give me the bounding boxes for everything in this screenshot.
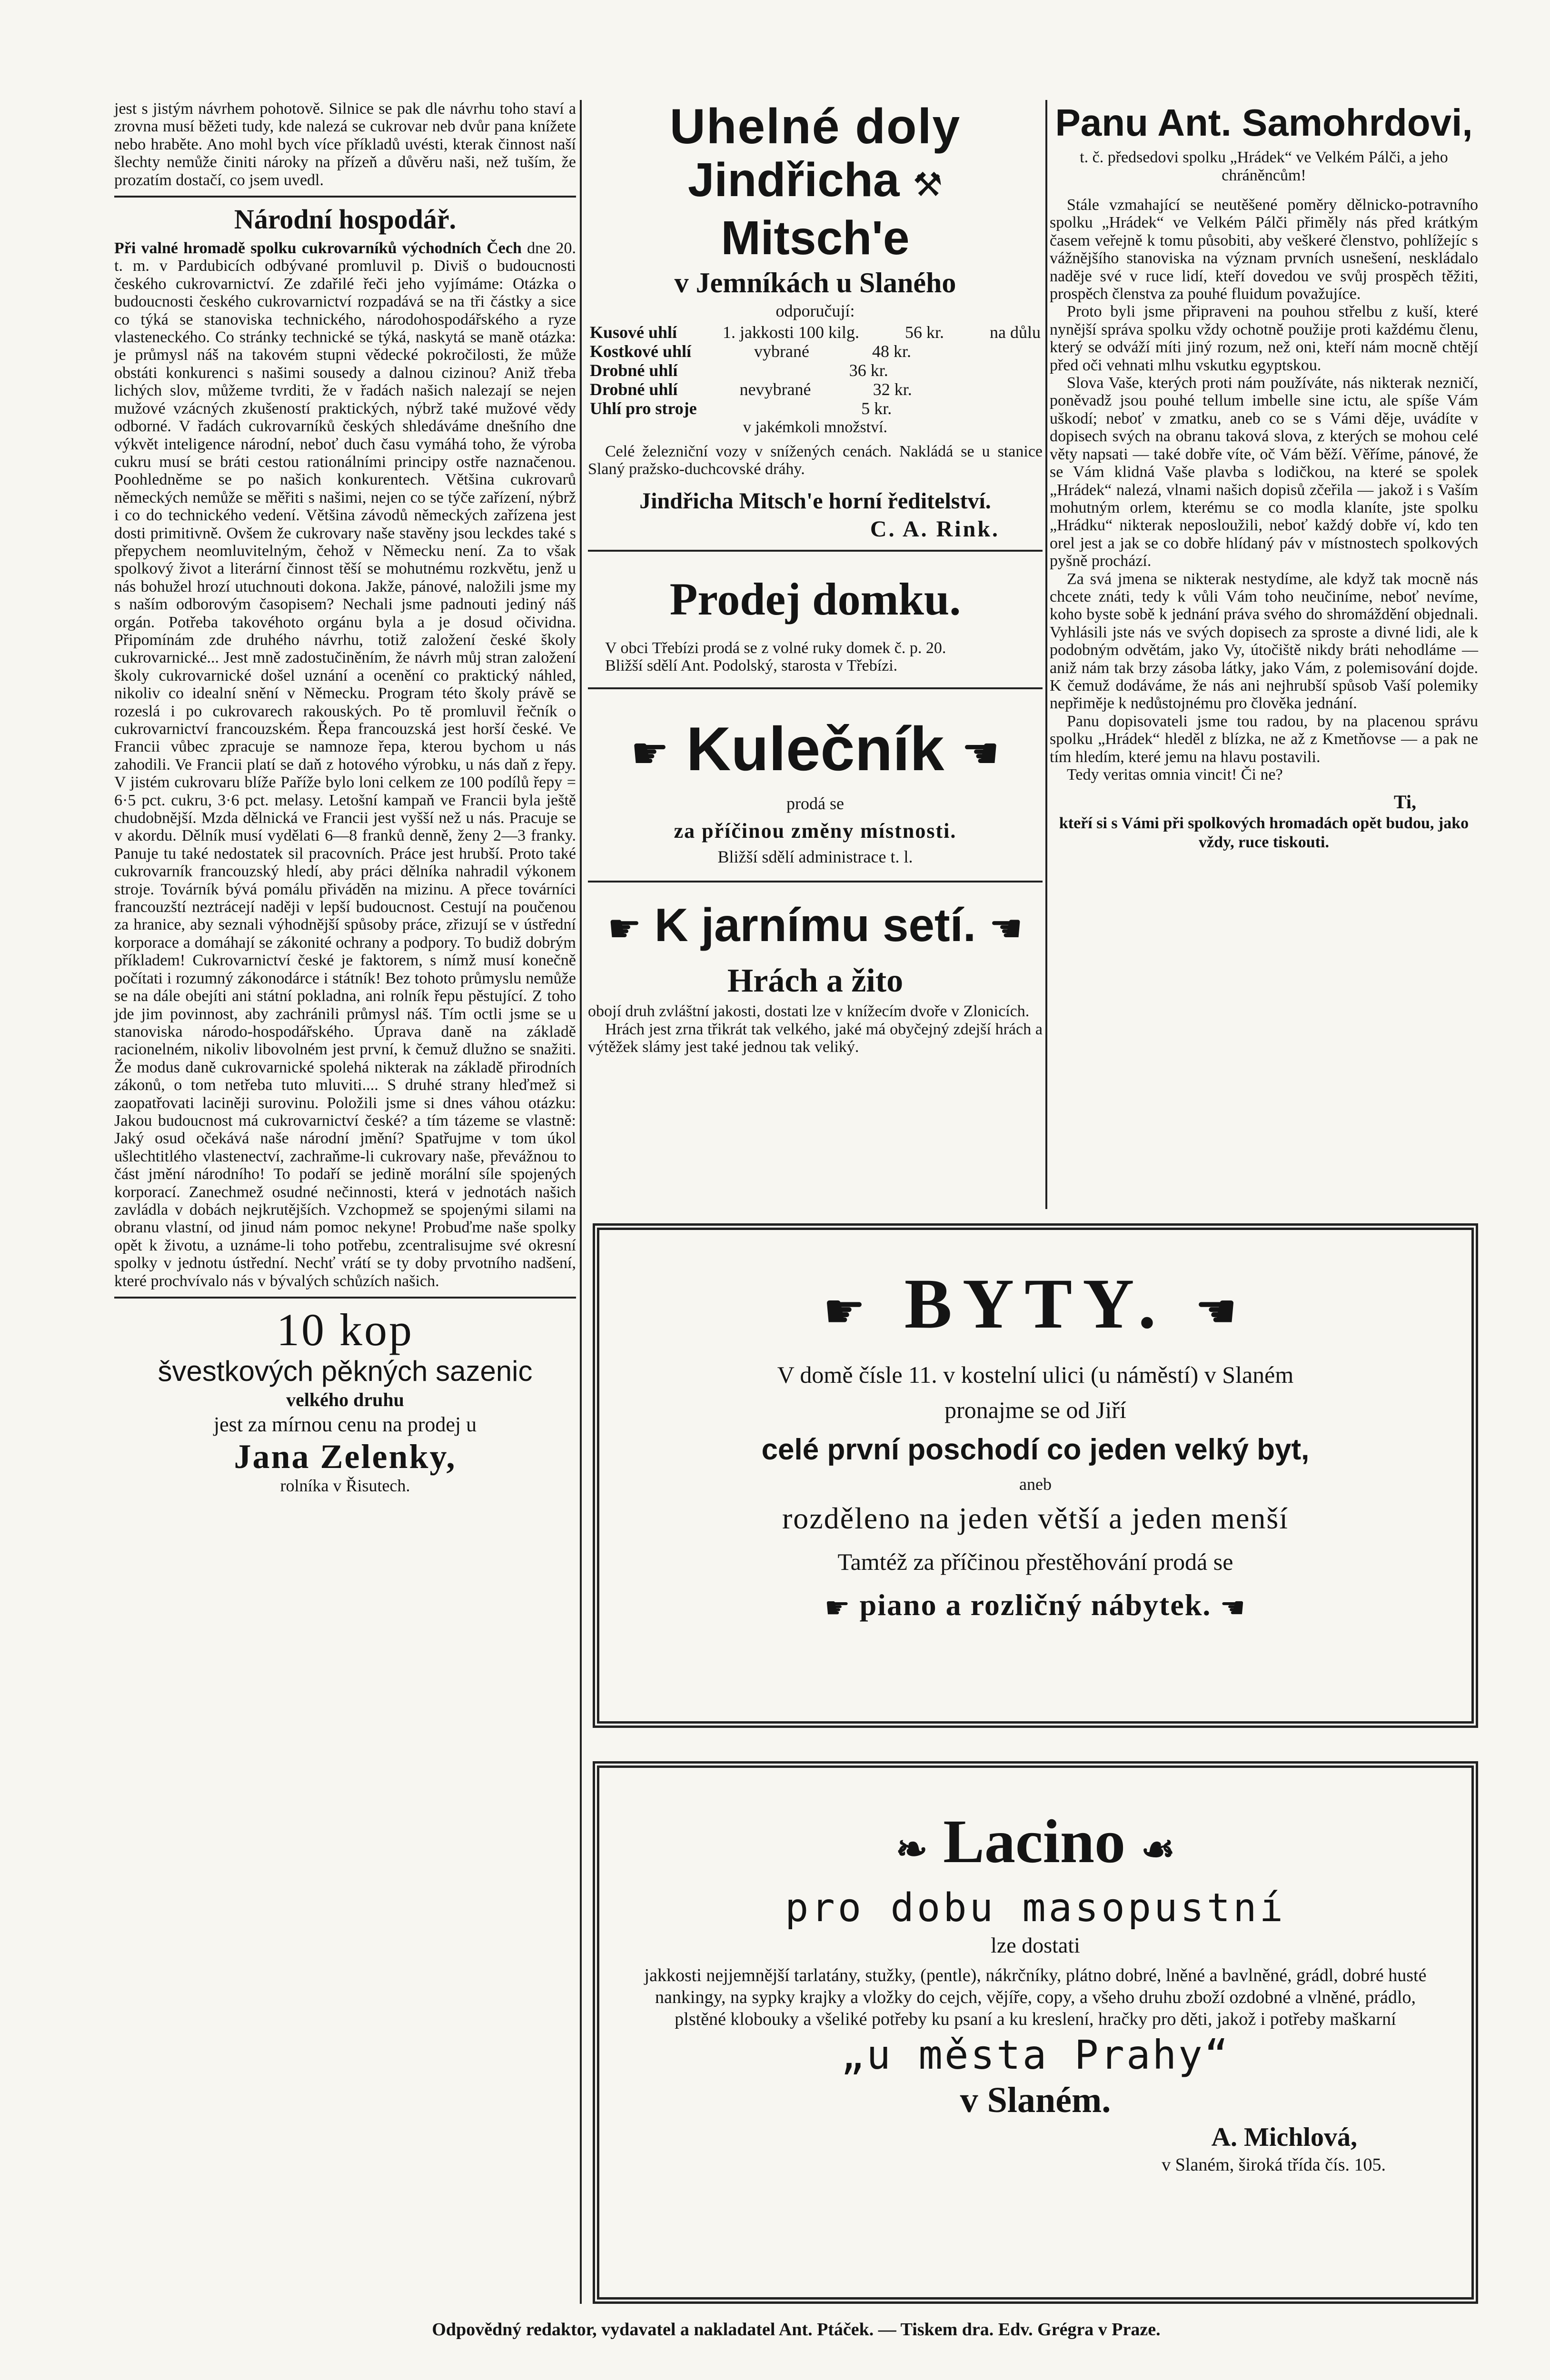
- billiard-line1: prodá se: [786, 794, 844, 813]
- spring-text: obojí druh zvláštní jakosti, dostati lze v knížecím dvoře v Zlonicích.: [588, 1002, 1030, 1021]
- letter-paragraph: Panu dopisovateli jsme tou radou, by na placenou správu spolku „Hrádek“ hleděl z blízka, ne až z Kmetňovse — a pak ne tím hledím, které jemu na hlavu postavili.: [1050, 712, 1478, 766]
- divider: [588, 550, 1043, 552]
- byty-title: BYTY.: [904, 1264, 1167, 1343]
- ad-druhu: velkého druhu: [286, 1389, 404, 1410]
- price-row: [590, 323, 1041, 342]
- billiard-line3: Bližší sdělí administrace t. l.: [717, 847, 913, 867]
- section-title: Národní hospodář.: [234, 204, 457, 235]
- price-value: 48 kr.: [872, 342, 911, 361]
- price-list: [590, 323, 1041, 418]
- letter-paragraph: Proto byli jsme připraveni na pouhou střelbu z kuší, které nynější správa spolku vždy ochotně použije proti každému členu, který se odváží míti jiný rozum, než oni, kteří nám mocně chtějí před oči vehnati mlhu vskutku egyptskou.: [1050, 303, 1478, 374]
- pointing-hand-right-icon: ☛: [630, 728, 669, 779]
- price-name: Kusové uhlí: [590, 323, 677, 342]
- hammers-icon: ⚒: [913, 166, 943, 203]
- column-2: [588, 100, 1043, 1056]
- price-desc: 1. jakkosti 100 kilg.: [723, 323, 860, 342]
- price-value: 36 kr.: [849, 361, 888, 380]
- column-3: [1050, 100, 1478, 852]
- pointing-hand-right-icon: ☛: [607, 906, 642, 951]
- byty-line7: piano a rozličný nábytek.: [859, 1587, 1212, 1622]
- letter-title: Panu Ant. Samohrdovi,: [1055, 101, 1473, 144]
- mine-title: Uhelné doly: [669, 99, 961, 154]
- price-desc: vybrané: [754, 342, 809, 361]
- letter-body: [1050, 196, 1478, 783]
- lacino-line2: lze dostati: [991, 1933, 1080, 1957]
- spring-text-2: Hrách jest zrna třikrát tak velkého, jaké má obyčejný zdejší hrách a výtěžek slámy jest také jednou tak veliký.: [588, 1020, 1043, 1056]
- mine-owner-first: Jindřicha: [687, 153, 900, 207]
- letter-signoff: Ti,: [1393, 791, 1416, 813]
- lacino-address: v Slaném, široká třída čís. 105.: [1162, 2155, 1386, 2175]
- price-name: Drobné uhlí: [590, 361, 678, 380]
- mine-location: v Jemníkách u Slaného: [674, 267, 956, 298]
- mine-owner: [588, 153, 1043, 265]
- price-desc: nevybrané: [739, 380, 811, 399]
- price-name: Kostkové uhlí: [590, 342, 692, 361]
- price-value: 56 kr.: [905, 323, 944, 342]
- mine-recommend: odporučují:: [775, 301, 855, 320]
- mine-directorate: Jindřicha Mitsch'e horní ředitelství.: [639, 488, 991, 514]
- column-rule-1: [580, 100, 582, 2304]
- letter-subtitle: t. č. předsedovi spolku „Hrádek“ ve Velkém Pálči, a jeho chráněncům!: [1080, 149, 1448, 184]
- byty-line5: rozděleno na jeden větší a jeden menší: [782, 1501, 1289, 1535]
- lacino-ad: [593, 1761, 1478, 2304]
- article-lead: Při valné hromadě spolku cukrovarníků východních Čech: [114, 239, 522, 258]
- ad-cena: jest za mírnou cenu na prodej u: [213, 1413, 477, 1436]
- lacino-owner: A. Michlová,: [1211, 2122, 1357, 2152]
- house-info: Bližší sdělí Ant. Podolský, starosta v Třebízi.: [605, 657, 898, 675]
- byty-line6: Tamtéž za příčinou přestěhování prodá se: [837, 1548, 1233, 1575]
- lacino-title: Lacino: [943, 1807, 1126, 1876]
- ornament-left-icon: ❧: [895, 1829, 928, 1871]
- lacino-town: v Slaném.: [960, 2080, 1111, 2120]
- price-row: [590, 342, 1041, 361]
- letter-paragraph: Slova Vaše, kterých proti nám používáte, nás nikterak nezničí, poněvadž jsou pouhé tellum imbelle sine ictu, ale spíše Vám uškodí; neboť v zmatku, aneb co se s Vámi děje, uvádíte v dopisech svých na obranu taková slova, z kterých se mohou celé věty napsati — také dobře víte, oč Vám běží. Věříme, pánové, že se Vám klidná Vaše plavba s lodičkou, na které se spolek „Hrádek“ nalezá, vlnami našich dopisů zčeřila — jakož i s Vaším mohutným orlem, kterému se co modla klaníte, jste spolku „Hrádku“ nikterak neposloužili, neboť každý dobře ví, kdo ten orel jest a jak se co dobře hlídaný páv v místnostech spolkových pyšně prochází.: [1050, 374, 1478, 570]
- price-row: [590, 361, 1041, 380]
- column-rule-2: [1045, 100, 1047, 1209]
- intro-text: jest s jistým návrhem pohotově. Silnice se pak dle návrhu toho staví a zrovna musí běžeti tudy, kde nalezá se cukrovar neb dvůr pana knížete nebo hraběte. Ano mohl bych více příkladů uvésti, kterak činnost naší šlechty nemůže činiti nároky na přízeň a důvěru naši, než tuším, že prozatím dostačí, co jsem uvedl.: [114, 100, 576, 189]
- ornament-right-icon: ☙: [1141, 1829, 1175, 1871]
- spring-title: K jarnímu setí.: [654, 899, 976, 952]
- pointing-hand-left-icon: ☚: [961, 728, 1000, 779]
- ad-sazenic: švestkových pěkných sazenic: [158, 1355, 533, 1387]
- price-row: [590, 380, 1041, 399]
- house-title: Prodej domku.: [669, 573, 961, 625]
- divider: [114, 196, 576, 198]
- lacino-body: jakkosti nejjemnější tarlatány, stužky, (pentle), nákrčníky, plátno dobré, lněné a bavlněné, grádl, dobré husté nankingy, na sypky krajky a vložky do cejch, vějíře, copy, a všeho druhu zboží ozdobné a vlněné, prádlo, plstěné klobouky a všeliké potřeby ku psaní a ku kreslení, hračky pro děti, jakož i potřeby maškarní: [644, 1965, 1427, 2029]
- byty-line4: aneb: [1019, 1474, 1052, 1494]
- lacino-shop: „u města Prahy“: [840, 2032, 1231, 2078]
- pointing-hand-left-icon: ☚: [989, 906, 1023, 951]
- sapling-ad: [114, 1305, 576, 1496]
- letter-paragraph: Stále vzmahající se neutěšené poměry dělnicko-potravního spolku „Hrádek“ ve Velkém Pálči přiměly nás před krátkým časem veřejně k tomu působiti, aby veškeré členstvo, pohlížejíc s vážnějšího stanoviska na význam prvních usnešení, neskládalo naděje své v ruce lidí, kteří dovedou ve svůj prospěch těžiti, prospěch členstva za pouhé fluidum považujíce.: [1050, 196, 1478, 303]
- spring-subtitle: Hrách a žito: [727, 962, 904, 1000]
- ad-name: Jana Zelenky,: [234, 1438, 457, 1476]
- byty-line3: celé první poschodí co jeden velký byt,: [761, 1433, 1310, 1466]
- mine-signature: C. A. Rink.: [870, 516, 1000, 542]
- lacino-line1: pro dobu masopustní: [785, 1885, 1286, 1931]
- price-name: Uhlí pro stroje: [590, 399, 697, 418]
- byty-line7-wrap: [623, 1582, 1448, 1631]
- lacino-heading: [637, 1806, 1433, 1885]
- mine-owner-last: Mitsch'e: [721, 211, 910, 265]
- byty-line2: pronajme se od Jiří: [944, 1396, 1126, 1423]
- spring-heading: [588, 894, 1043, 960]
- letter-signoff-2: kteří si s Vámi při spolkových hromadách opět budou, jako vždy, ruce tiskouti.: [1059, 814, 1469, 852]
- footer-imprint: Odpovědný redaktor, vydavatel a nakladatel Ant. Ptáček. — Tiskem dra. Edv. Grégra v Praze.: [432, 2320, 1161, 2340]
- billiard-line2: za příčinou změny místnosti.: [674, 819, 957, 843]
- divider: [588, 687, 1043, 689]
- byty-ad: [593, 1223, 1478, 1728]
- billiard-title: Kulečník: [686, 714, 944, 783]
- price-value: 5 kr.: [861, 399, 892, 418]
- column-1: [114, 100, 576, 1496]
- pointing-hand-right-icon: ☛: [823, 1283, 876, 1339]
- price-row: [590, 399, 1041, 418]
- byty-heading: [623, 1263, 1448, 1352]
- article: [114, 239, 576, 1290]
- price-unit: na důlu: [989, 323, 1041, 342]
- letter-paragraph: Tedy veritas omnia vincit! Či ne?: [1067, 766, 1283, 783]
- article-body: dne 20. t. m. v Pardubicích odbývané promluvil p. Diviš o budoucnosti českého cukrovarnictví. Ze zdařilé řeči jeho vyjímáme: Otázka o budoucnosti českého cukrovarnictví rozpadává se na tři částky a sice co týká se stanoviska technického, národohospodářského a ryze vlasteneckého. Co stránky technické se týká, naskytá se maně otázka: je průmysl náš na takovém stupni vědecké pokročilosti, že může obstáti konkurenci s našimi sousedy a dalnou cizinou? Aniž třeba lichých slov, můžeme tvrditi, že v řadách našich nalezají se nejen mužové vzácných zkušeností praktických, nýbrž také mužové vědy odborné. V řadách cukrovarníků českých shledáváme dnešního dne výkvět inteligence národní, neboť duch času vymáhá toho, že výroba cukru musí se bráti cestou rationálními principy ostře naznačenou. Poohledněme se po našich konkurentech. Většina cukrovarů německých nemůže se měřiti s našimi, nejen co se týče zařízení, nýbrž i co do technického vedení. Většina závodů německých zařízena jest dosti primitivně. Ovšem že cukrovary naše stavěny jsou leckdes také s přepychem neomluvitelným, čehož v Německu není. Za to však spolkový život a literární činnost těší se mohutnému rozkvětu, jenž u nás bohužel hrozí utuchnouti dokona. Jakže, pánové, naložili jsme my s naším odborovým časopisem? Nechali jsme padnouti jediný náš orgán. Potřeba takovéhoto orgánu byla a je dosud očividna. Připomínám zde druhého návrhu, totiž založení české školy cukrovarnické... Jest mně zadostučiněním, že návrh můj stran založení školy cukrovarnické došel uznání a ocenění co praktický náhled, nikoliv co idealní snění v Německu. Program této školy právě se rozeslá i po cukrovarech rakouských. Po tě promluvil řečník o cukrovarnictví francouzském. Řepa francouzská jest horší české. Ve Francii vůbec zpracuje se namnoze řepa, kterou bychom u nás zahodili. Ve Francii platí se daň z hotového výrobku, u nás daň z řepy. V jistém cukrovaru blíže Paříže bylo loni celkem ze 100 podílů řepy = 6·5 pct. cukru, 3·6 pct. melasy. Letošní kampaň ve Francii byla ještě chudobnější. Mzda dělnická ve Francii jest vyšší než u nás. Pracuje se v akordu. Dělník musí vydělati 6—8 franků denně, ženy 2—3 franky. Panuje tu také nedostatek sil pracovních. Práce jest hrubší. Proto také cukrovarník francouzský hledí, aby práci dělníka nahradil výkonem stroje. Továrník bývá pomálu přiváděn na mizinu. A přece továrníci francouzští neztrácejí naději v lepší budoucnost. Cestují na poučenou za hranice, aby seznali výhodnější spůsoby práce, zřizují se v ústřední korporace a domáhají se zákonité ochrany a podpory. To budiž dobrým příkladem! Cukrovarnictví české je faktorem, s nímž musí konečně počítati i rozumný zákonodárce i státník! Bez tohoto průmyslu nemůže se na dále obejíti ani státní pokladna, ani rolník řepu pěstující. Z toho jde jim povinnost, aby zachránili průmysl náš. Tím octli jsme se u stanoviska národo-hospodářského. Úprava daně na základě racionelném, nikoliv libovolném jest první, k čemuž dlužno se snažiti. Že modus daně cukrovarnické spolehá nikterak na základě přirodních zákonů, o tom netřeba tuto mluviti.... S druhé strany hleďmež si zaopatřovati laciněji surovinu. Položili jsme si dnes váhou otázku: Jakou budoucnost má cukrovarnictví české? a tím tázeme se vlastně: Jaký osud očekává naše národní jmění? Spatřujme v tom úkol ušlechtitlého vlastenectví, zachraňme-li cukrovary naše, převážnou to část jmění národního! To podaří se jedině morální síle spojených korporací. Zanechmež osudné nečinnosti, která v jednotách našich zavládla v dobách nejkrutějších. Vzchopmež se spojenými silami na obranu vlastní, od jinud nám pomoc nekyne! Probuďme naše spolky opět k životu, a uznáme-li toho potřebu, zcentralisujme své okresní spolky v jednotu ústřední. Nechť vrátí se ty doby prvotního nadšení, které prochvívalo nás v bývalých schůzích našich.: [114, 239, 576, 1290]
- byty-line1: V domě čísle 11. v kostelní ulici (u náměstí) v Slaném: [777, 1361, 1294, 1388]
- pointing-hand-left-icon: ☚: [1220, 1591, 1247, 1625]
- pointing-hand-right-icon: ☛: [824, 1591, 851, 1625]
- letter-paragraph: Za svá jmena se nikterak nestydíme, ale když tak mocně nás chcete znáti, tedy k vůli Vám toho neučiníme, neboť nevíme, koho byste sobě k jednání práva svého do shromáždění objednali. Vyhlásili jste nás ve svých dopisech za sproste a divné lidi, ale k podobným odvětám, jako Vy, útočiště nikdy bráti nehodláme — aniž nám tak brzy zásoba látky, jako Vám, z polemisování dojde. K čemuž dodáváme, že nás ani nejhrubší spůsob Vaší polemiky nepřiměje k nedůstojnému pro člověka jednání.: [1050, 570, 1478, 713]
- divider: [114, 1297, 576, 1299]
- mine-wagons: Celé železniční vozy v snížených cenách. Nakládá se u stanice Slaný pražsko-duchcovské dráhy.: [588, 443, 1043, 478]
- house-text: V obci Třebízi prodá se z volné ruky domek č. p. 20.: [605, 639, 946, 657]
- divider: [588, 881, 1043, 883]
- price-name: Drobné uhlí: [590, 380, 678, 399]
- ad-rolnik: rolníka v Řisutech.: [280, 1476, 410, 1495]
- pointing-hand-left-icon: ☚: [1194, 1283, 1248, 1339]
- billiard-heading: [588, 713, 1043, 790]
- price-value: 32 kr.: [873, 380, 912, 399]
- mine-quantity: v jakémkoli množství.: [743, 418, 888, 436]
- ad-kop: 10 kop: [277, 1304, 414, 1355]
